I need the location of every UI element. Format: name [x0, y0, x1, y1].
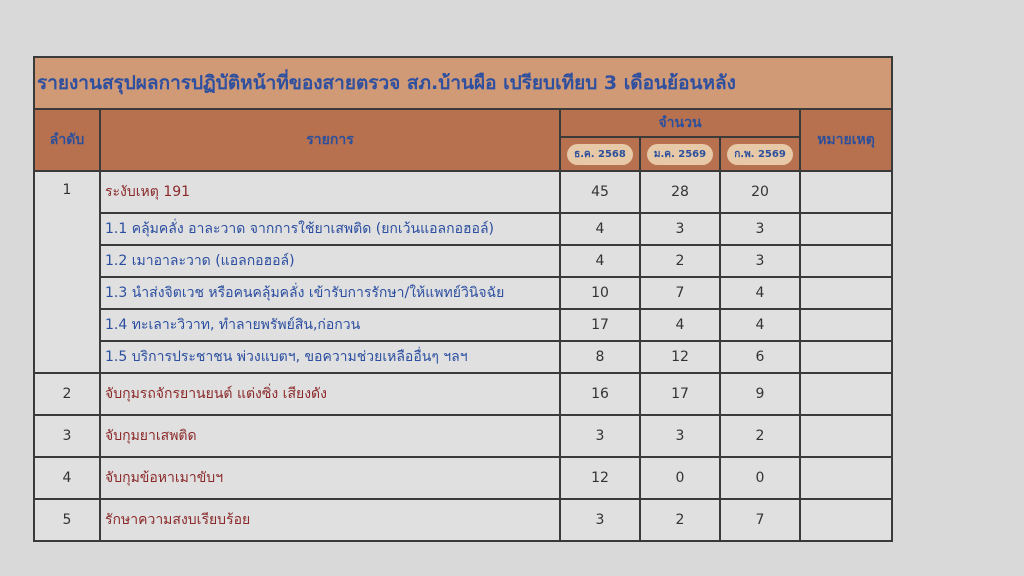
value-cell: 7 — [640, 277, 720, 309]
value-cell: 3 — [640, 213, 720, 245]
month-header-jan — [640, 137, 720, 171]
remark-cell — [800, 499, 892, 541]
value-cell: 4 — [720, 277, 800, 309]
table-row — [34, 213, 892, 245]
row-label: 1.3 นำส่งจิตเวช หรือคนคลุ้มคลั่ง เข้ารับการรักษา/ให้แพทย์วินิจฉัย — [100, 277, 560, 309]
row-label: 1.1 คลุ้มคลั่ง อาละวาด จากการใช้ยาเสพติด (ยกเว้นแอลกอฮอล์) — [100, 213, 560, 245]
item-header: รายการ — [100, 109, 560, 171]
row-label: จับกุมรถจักรยานยนต์ แต่งซิ่ง เสียงดัง — [100, 373, 560, 415]
value-cell: 6 — [720, 341, 800, 373]
report-title: รายงานสรุปผลการปฏิบัติหน้าที่ของสายตรวจ สภ.บ้านผือ เปรียบเทียบ 3 เดือนย้อนหลัง — [34, 57, 892, 109]
table-row — [34, 457, 892, 499]
value-cell: 4 — [560, 245, 640, 277]
remark-cell — [800, 341, 892, 373]
remark-cell — [800, 245, 892, 277]
remark-cell — [800, 171, 892, 213]
table-row — [34, 171, 892, 213]
row-label: 1.2 เมาอาละวาด (แอลกอฮอล์) — [100, 245, 560, 277]
value-cell: 45 — [560, 171, 640, 213]
remark-cell — [800, 213, 892, 245]
value-cell: 17 — [560, 309, 640, 341]
value-cell: 20 — [720, 171, 800, 213]
value-cell: 4 — [560, 213, 640, 245]
count-header: จำนวน — [560, 109, 800, 137]
value-cell: 3 — [720, 245, 800, 277]
value-cell: 16 — [560, 373, 640, 415]
remark-cell — [800, 277, 892, 309]
value-cell: 4 — [640, 309, 720, 341]
month-label: ธ.ค. 2568 — [567, 144, 633, 165]
row-seq: 5 — [34, 499, 100, 541]
row-label: จับกุมยาเสพติด — [100, 415, 560, 457]
value-cell: 3 — [560, 415, 640, 457]
row-seq: 1 — [34, 171, 100, 373]
value-cell: 12 — [640, 341, 720, 373]
value-cell: 7 — [720, 499, 800, 541]
month-header-dec — [560, 137, 640, 171]
value-cell: 3 — [640, 415, 720, 457]
value-cell: 12 — [560, 457, 640, 499]
row-label: 1.5 บริการประชาชน พ่วงแบตฯ, ขอความช่วยเหลืออื่นๆ ฯลฯ — [100, 341, 560, 373]
value-cell: 4 — [720, 309, 800, 341]
value-cell: 0 — [640, 457, 720, 499]
value-cell: 2 — [640, 499, 720, 541]
remark-cell — [800, 373, 892, 415]
table-row — [34, 309, 892, 341]
table-row — [34, 245, 892, 277]
row-seq: 4 — [34, 457, 100, 499]
row-label: รักษาความสงบเรียบร้อย — [100, 499, 560, 541]
row-seq: 3 — [34, 415, 100, 457]
value-cell: 2 — [720, 415, 800, 457]
value-cell: 9 — [720, 373, 800, 415]
value-cell: 17 — [640, 373, 720, 415]
row-label: 1.4 ทะเลาะวิวาท, ทำลายพรัพย์สิน,ก่อกวน — [100, 309, 560, 341]
value-cell: 2 — [640, 245, 720, 277]
month-header-feb — [720, 137, 800, 171]
remark-cell — [800, 457, 892, 499]
value-cell: 0 — [720, 457, 800, 499]
row-label: จับกุมข้อหาเมาขับฯ — [100, 457, 560, 499]
table-row — [34, 499, 892, 541]
month-label: ก.พ. 2569 — [727, 144, 793, 165]
table-row — [34, 415, 892, 457]
row-label: ระงับเหตุ 191 — [100, 171, 560, 213]
row-seq: 2 — [34, 373, 100, 415]
value-cell: 3 — [560, 499, 640, 541]
table-row — [34, 277, 892, 309]
value-cell: 3 — [720, 213, 800, 245]
remark-cell — [800, 309, 892, 341]
table-row — [34, 341, 892, 373]
remark-cell — [800, 415, 892, 457]
report-table — [33, 56, 893, 542]
value-cell: 10 — [560, 277, 640, 309]
table-row — [34, 373, 892, 415]
value-cell: 8 — [560, 341, 640, 373]
remark-header: หมายเหตุ — [800, 109, 892, 171]
month-label: ม.ค. 2569 — [647, 144, 713, 165]
value-cell: 28 — [640, 171, 720, 213]
seq-header: ลำดับ — [34, 109, 100, 171]
